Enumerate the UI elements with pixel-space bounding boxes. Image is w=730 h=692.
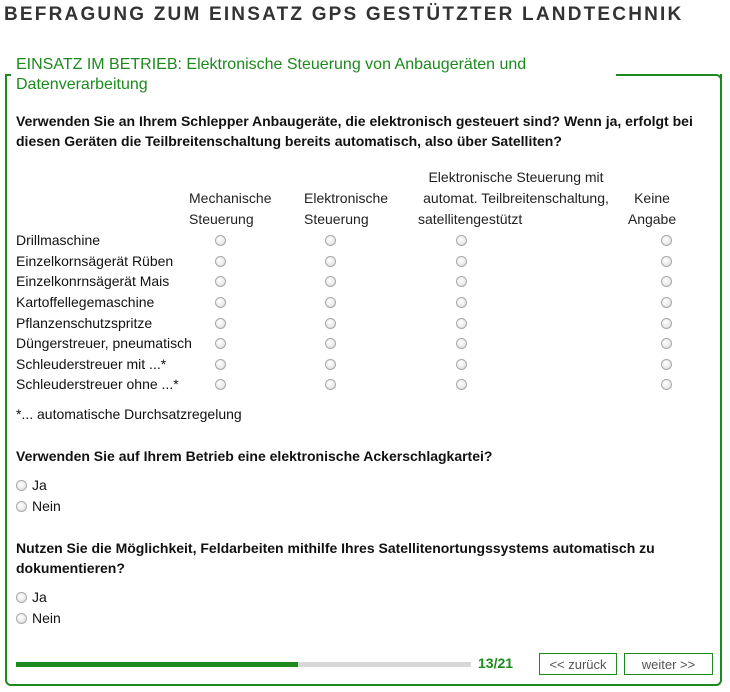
column-header-electronic (304, 188, 388, 230)
radio-mechanical[interactable] (215, 318, 226, 329)
radio-mechanical[interactable] (215, 256, 226, 267)
radio-satellite[interactable] (456, 318, 467, 329)
column-header-satellite (418, 167, 614, 230)
row-label: Schleuderstreuer mit ...* (16, 356, 167, 372)
matrix-row (16, 333, 706, 353)
row-label: Pflanzenschutzspritze (16, 315, 153, 331)
row-label: Einzelkonrnsägerät Mais (16, 273, 170, 289)
radio-electronic[interactable] (325, 256, 336, 267)
radio-mechanical[interactable] (215, 379, 226, 390)
column-header-line: Elektronische Steuerung mit (428, 169, 604, 185)
radio-electronic[interactable] (325, 297, 336, 308)
section-frame-edge (5, 74, 11, 76)
radio-no-answer[interactable] (661, 297, 672, 308)
question-text: Verwenden Sie an Ihrem Schlepper Anbaugeräte, die elektronisch gesteuert sind? Wenn ja, erfolgt bei diesen Geräten die Teilbreitenschaltung bereits automatisch, also über Satelliten? (16, 113, 693, 149)
radio-no[interactable] (16, 613, 27, 624)
option-label: Nein (32, 610, 61, 626)
radio-satellite[interactable] (456, 338, 467, 349)
matrix-row (16, 374, 706, 394)
row-label: Drillmaschine (16, 232, 101, 248)
radio-no-answer[interactable] (661, 359, 672, 370)
radio-no-answer[interactable] (661, 235, 672, 246)
matrix-row (16, 354, 706, 374)
column-header-line: automat. Teilbreitenschaltung, (423, 190, 609, 206)
column-header-line: Angabe (627, 211, 677, 227)
radio-mechanical[interactable] (215, 359, 226, 370)
radio-electronic[interactable] (325, 338, 336, 349)
matrix-row (16, 313, 706, 333)
row-label: Schleuderstreuer ohne ...* (16, 376, 179, 392)
column-header-line: Steuerung (304, 211, 369, 227)
column-header-no-answer (622, 188, 682, 230)
radio-satellite[interactable] (456, 379, 467, 390)
option-label: Ja (32, 589, 47, 605)
next-button[interactable]: weiter >> (624, 653, 713, 675)
column-header-line: Steuerung (189, 211, 254, 227)
radio-no-answer[interactable] (661, 379, 672, 390)
radio-mechanical[interactable] (215, 297, 226, 308)
progress-fill (16, 662, 298, 667)
radio-satellite[interactable] (456, 359, 467, 370)
option-label: Ja (32, 477, 47, 493)
radio-electronic[interactable] (325, 318, 336, 329)
radio-satellite[interactable] (456, 256, 467, 267)
radio-electronic[interactable] (325, 276, 336, 287)
question-text: Verwenden Sie auf Ihrem Betrieb eine elektronische Ackerschlagkartei? (16, 448, 493, 464)
section-title: EINSATZ IM BETRIEB: Elektronische Steuerung von Anbaugeräten und Datenverarbeitung (16, 55, 616, 95)
back-button[interactable]: << zurück (539, 653, 617, 675)
radio-mechanical[interactable] (215, 276, 226, 287)
row-label: Kartoffellegemaschine (16, 294, 155, 310)
progress-bar (16, 662, 471, 667)
radio-no-answer[interactable] (661, 256, 672, 267)
matrix-row (16, 230, 706, 250)
column-header-line: Elektronische (304, 190, 389, 206)
matrix-row (16, 292, 706, 312)
column-header-line: satellitengestützt (418, 211, 523, 227)
radio-no-answer[interactable] (661, 338, 672, 349)
column-header-line: Mechanische (189, 190, 272, 206)
radio-electronic[interactable] (325, 235, 336, 246)
radio-no-answer[interactable] (661, 276, 672, 287)
radio-no[interactable] (16, 501, 27, 512)
footnote: *... automatische Durchsatzregelung (16, 406, 242, 422)
option-label: Nein (32, 498, 61, 514)
radio-satellite[interactable] (456, 235, 467, 246)
radio-mechanical[interactable] (215, 235, 226, 246)
radio-yes[interactable] (16, 592, 27, 603)
radio-no-answer[interactable] (661, 318, 672, 329)
page-title: BEFRAGUNG ZUM EINSATZ GPS GESTÜTZTER LANDTECHNIK (4, 4, 684, 25)
radio-mechanical[interactable] (215, 338, 226, 349)
radio-satellite[interactable] (456, 297, 467, 308)
radio-yes[interactable] (16, 480, 27, 491)
row-label: Düngerstreuer, pneumatisch (16, 335, 192, 351)
column-header-line: Keine (634, 190, 670, 206)
radio-electronic[interactable] (325, 379, 336, 390)
radio-electronic[interactable] (325, 359, 336, 370)
page-counter: 13/21 (478, 655, 514, 671)
row-label: Einzelkornsägerät Rüben (16, 253, 174, 269)
question-text: Nutzen Sie die Möglichkeit, Feldarbeiten mithilfe Ihres Satellitenortungssystems automatisch zu dokumentieren? (16, 540, 655, 576)
matrix-row (16, 271, 706, 291)
matrix-row (16, 251, 706, 271)
radio-satellite[interactable] (456, 276, 467, 287)
column-header-mechanical (189, 188, 272, 230)
